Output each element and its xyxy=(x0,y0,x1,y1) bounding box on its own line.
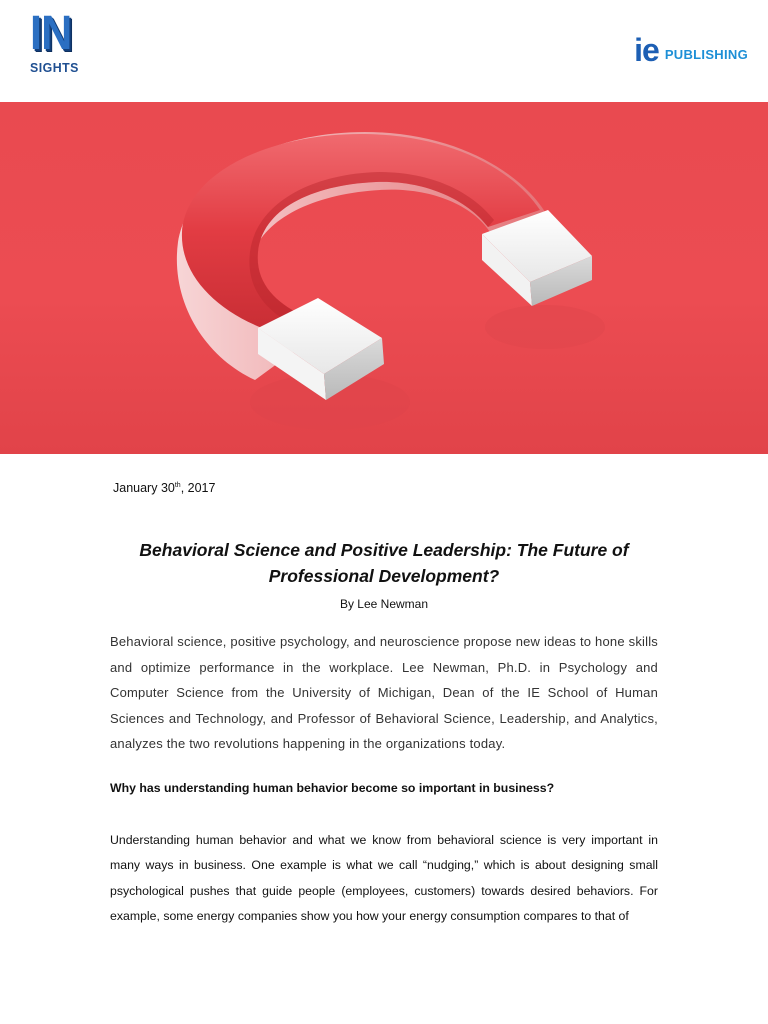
article-date xyxy=(113,481,215,495)
insights-logo xyxy=(30,7,90,76)
date-suffix: th xyxy=(174,481,181,489)
date-year: , 2017 xyxy=(180,481,216,495)
horseshoe-magnet-icon xyxy=(0,102,768,454)
article-intro: Behavioral science, positive psychology, and neuroscience propose new ideas to hone skills and optimize performance in the workplace. Lee Newman, Ph.D. in Psychology and Computer Science from the University of Michigan, Dean of the IE School of Human Sciences and Technology, and Professor of Behavioral Science, Leadership, and Analytics, analyzes the two revolutions happening in the organizations today. xyxy=(110,634,658,751)
ie-publishing-logo xyxy=(634,32,748,68)
ie-logo-publishing: PUBLISHING xyxy=(664,47,748,62)
ie-logo-mark: ie xyxy=(634,32,659,68)
insights-logo-in: IN xyxy=(30,7,72,60)
article-question: Why has understanding human behavior become so important in business? xyxy=(110,781,555,795)
hero-image xyxy=(0,102,768,454)
insights-logo-sights: SIGHTS xyxy=(30,60,79,75)
date-day: January 30 xyxy=(113,481,175,495)
article-title: Behavioral Science and Positive Leadership: The Future of Professional Development? xyxy=(139,540,629,586)
article-body: Understanding human behavior and what we know from behavioral science is very important in many ways in business. One example is what we call “nudging,” which is about designing small psychological pushes that guide people (employees, customers) towards desired behaviors. For example, some energy companies show you how your energy consumption compares to that of xyxy=(110,833,658,923)
article-byline: By Lee Newman xyxy=(339,597,429,611)
